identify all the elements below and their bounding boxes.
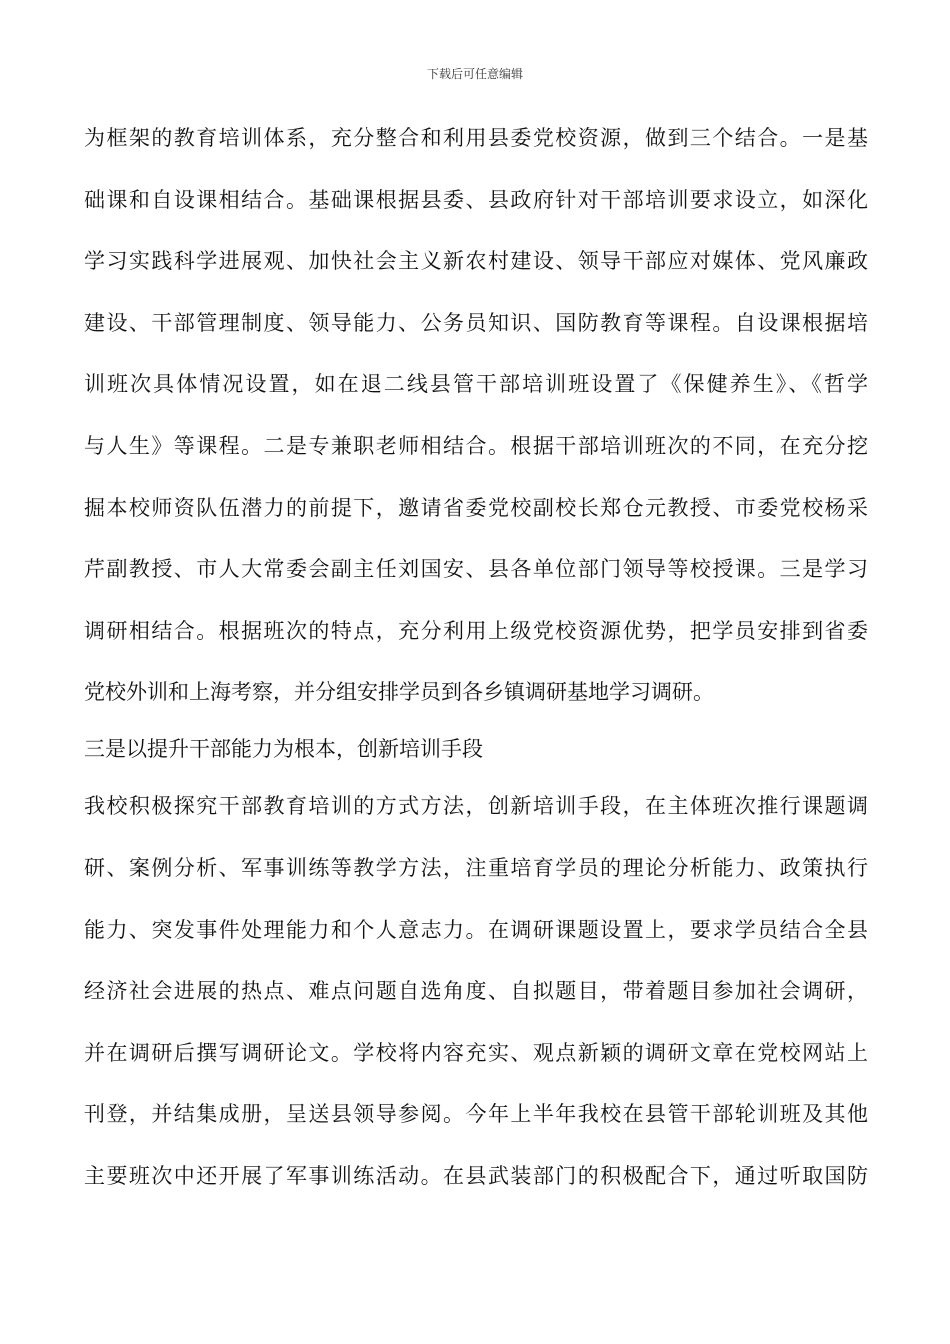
text-line: 刊登，并结集成册，呈送县领导参阅。今年上半年我校在县管干部轮训班及其他	[84, 1102, 868, 1127]
text-line: 建设、干部管理制度、领导能力、公务员知识、国防教育等课程。自设课根据培	[84, 310, 868, 335]
text-line: 芹副教授、市人大常委会副主任刘国安、县各单位部门领导等校授课。三是学习	[84, 557, 868, 582]
text-line: 研、案例分析、军事训练等教学方法，注重培育学员的理论分析能力、政策执行	[84, 855, 868, 880]
header-note: 下载后可任意编辑	[426, 67, 523, 81]
text-line: 能力、突发事件处理能力和个人意志力。在调研课题设置上，要求学员结合全县	[84, 917, 868, 942]
text-line: 党校外训和上海考察，并分组安排学员到各乡镇调研基地学习调研。	[84, 680, 714, 705]
text-line: 我校积极探究干部教育培训的方式方法，创新培训手段，在主体班次推行课题调	[84, 794, 868, 819]
paragraph-1	[84, 116, 868, 727]
section-heading: 三是以提升干部能力为根本，创新培训手段	[84, 737, 483, 762]
text-line: 学习实践科学进展观、加快社会主义新农村建设、领导干部应对媒体、党风廉政	[84, 249, 868, 274]
text-line: 掘本校师资队伍潜力的前提下，邀请省委党校副校长郑仓元教授、市委党校杨采	[84, 495, 868, 520]
text-line: 经济社会进展的热点、难点问题自选角度、自拟题目，带着题目参加社会调研，	[84, 979, 868, 1004]
text-line: 并在调研后撰写调研论文。学校将内容充实、观点新颖的调研文章在党校网站上	[84, 1040, 868, 1065]
text-line: 主要班次中还开展了军事训练活动。在县武装部门的积极配合下，通过听取国防	[84, 1163, 868, 1188]
text-line: 础课和自设课相结合。基础课根据县委、县政府针对干部培训要求设立，如深化	[84, 187, 868, 212]
text-line: 调研相结合。根据班次的特点，充分利用上级党校资源优势，把学员安排到省委	[84, 618, 868, 643]
paragraph-2	[84, 784, 868, 1215]
text-line: 训班次具体情况设置，如在退二线县管干部培训班设置了《保健养生》、《哲学	[84, 372, 868, 397]
text-line: 为框架的教育培训体系，充分整合和利用县委党校资源，做到三个结合。一是基	[84, 126, 868, 150]
document-body	[84, 116, 868, 1216]
text-line: 与人生》等课程。二是专兼职老师相结合。根据干部培训班次的不同，在充分挖	[84, 433, 868, 458]
